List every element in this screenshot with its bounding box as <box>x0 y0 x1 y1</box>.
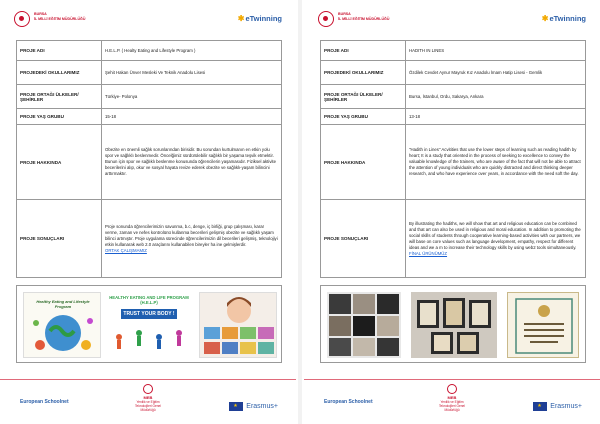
row-key: PROJE ADI <box>17 41 102 61</box>
final-urunumuz-link[interactable]: FİNAL ÜRÜNÜMÜZ <box>409 250 448 256</box>
row-value: 15-18 <box>102 109 282 125</box>
calligraphy-collage-image <box>327 292 401 358</box>
footer-divider <box>304 379 600 380</box>
footer-divider <box>0 379 296 380</box>
meb-logo-icon <box>14 11 30 27</box>
footer-meb-label: MEB <box>143 395 153 400</box>
sport-icons <box>109 319 189 355</box>
erasmus-logo <box>229 402 278 411</box>
row-value: HADITH IN LINES <box>406 41 586 61</box>
table-row <box>321 200 586 278</box>
etwinning-star-icon: ✱ <box>237 14 245 23</box>
table-row <box>17 61 282 85</box>
row-value: 13-18 <box>406 109 586 125</box>
etwinning-label: eTwinning <box>549 14 586 23</box>
project-table <box>320 40 586 278</box>
table-row <box>17 41 282 61</box>
trust-your-body-image <box>109 292 189 358</box>
calligraphy-grid-icon <box>327 292 401 358</box>
table-row <box>321 109 586 125</box>
student-collage-image <box>199 292 277 358</box>
table-row <box>17 85 282 109</box>
hadith-card-icon <box>508 293 580 359</box>
page-header <box>0 0 296 36</box>
footer-meb-sub: Yenilik ve Eğitim Teknolojileri Genel Müdürlüğü <box>134 400 162 412</box>
left-page <box>0 0 296 424</box>
european-schoolnet-logo <box>20 400 69 406</box>
project-table <box>16 40 282 278</box>
etwinning-star-icon: ✱ <box>541 14 549 23</box>
framed-calligraphy-image <box>411 292 497 358</box>
frames-icon <box>411 292 497 358</box>
row-key: PROJE SONUÇLARI <box>17 200 102 278</box>
ortak-calismamiz-link[interactable]: ORTAK ÇALIŞMAMIZ <box>105 247 147 253</box>
table-row <box>17 200 282 278</box>
footer-meb-sub: Yenilik ve Eğitim Teknolojileri Genel Müdürlüğü <box>438 400 466 412</box>
row-key: PROJE ADI <box>321 41 406 61</box>
footer-meb-logo <box>128 384 168 412</box>
row-key: PROJEDEKİ OKULLARIMIZ <box>17 61 102 85</box>
row-value: Türkiye- Polonya <box>102 85 282 109</box>
row-value: Şehit Hakan Ünver Mesleki Ve Teknik Anadolu Lisesi <box>102 61 282 85</box>
etwinning-label: eTwinning <box>245 14 282 23</box>
row-key: PROJE SONUÇLARI <box>321 200 406 278</box>
digital-hadith-card-image <box>507 292 579 358</box>
table-row <box>321 61 586 85</box>
table-row <box>17 109 282 125</box>
help-poster-caption: Healthy Eating and Lifestyle Program <box>36 299 90 309</box>
row-value: H.E.L.P. ( Healty Eating and Lifestyle Program ) <box>102 41 282 61</box>
erasmus-label: Erasmus+ <box>246 403 278 410</box>
row-key: PROJE YAŞ GRUBU <box>17 109 102 125</box>
footer-meb-label: MEB <box>447 395 457 400</box>
image-gallery <box>16 285 282 363</box>
trust-your-body-banner: TRUST YOUR BODY ! <box>121 309 177 319</box>
collage-art-icon <box>200 293 278 359</box>
meb-logo-text: BURSA İL MİLLİ EĞİTİM MÜDÜRLÜĞÜ <box>34 12 86 21</box>
table-row <box>321 85 586 109</box>
image-gallery <box>320 285 586 363</box>
row-key: PROJE YAŞ GRUBU <box>321 109 406 125</box>
esn-label: European Schoolnet <box>324 399 373 405</box>
page-gutter <box>298 0 302 424</box>
meb-emblem-icon <box>143 384 153 394</box>
page-header <box>304 0 600 36</box>
footer-meb-logo <box>432 384 472 412</box>
row-key: PROJE ORTAĞI ÜLKELER/ŞEHİRLER <box>17 85 102 109</box>
row-value: By illustrating the hadiths, we will show that art and religious education can be combined and that art can also be used in religious and moral education. In addition to promoting the social skills of students through cooperative learning-based activities with our partners, we will base on core values such as language development, empathy, respect for different ideas and we a m to increase their technology skills by using web2 tools simultaneously. <box>409 220 581 250</box>
row-value: Bursa, İstanbul, Ordu, Sakarya, Ankara <box>406 85 586 109</box>
row-value: Özdilek Cevdet Aynur Mayruk Kız Anadolu İmam Hatip Lisesi - Gemlik <box>406 61 586 85</box>
row-key: PROJE HAKKINDA <box>17 125 102 200</box>
esn-label: European Schoolnet <box>20 399 69 405</box>
meb-logo-text: BURSA İL MİLLİ EĞİTİM MÜDÜRLÜĞÜ <box>338 12 390 21</box>
meb-emblem-icon <box>447 384 457 394</box>
row-key: PROJE ORTAĞI ÜLKELER/ŞEHİRLER <box>321 85 406 109</box>
row-value: Obezite en önemli sağlık sorunlarından birisidir. Bu sorundan kurtulmanın en etkin yolu spor ve sağlıklı beslenmedir. Öncelğimiz sürdürülebilir sağlıklı bir yaşama teşvik etmektir. Bunun için spor ve sağlıklı beslenme konusunda öğrencilerin yaşamasıdır. Fiziksel aktivite becerilerini alıp, okur ve sosyal hayata revize ederek obezite ve sağlıklı-yaşam bilincini arttırmaktır. <box>102 125 282 200</box>
row-key: PROJE HAKKINDA <box>321 125 406 200</box>
erasmus-label: Erasmus+ <box>550 403 582 410</box>
table-row <box>17 125 282 200</box>
row-key: PROJEDEKİ OKULLARIMIZ <box>321 61 406 85</box>
row-value: Proje sonunda öğrencilerimizin savunma, b.c, denge, iç birliği, grup çalışması, karar verme, zaman ve nefes kontrolünü kullanma becerileri gelişmiş obezite ve sağlıklı yaşam bilinci artmıştır. Proje uygulama sürecinde öğrencilerimizin dil becerileri gelişmiş, teknolojiyi etkin kullanarak web 2.0 araçlarını kullanabilen bireyler ha ine gelmişlerdir. <box>105 223 278 247</box>
row-value: "Hadith in Lines" Acvitities that use the lower steps of learning such as reading hadith by heart; It is a study that oriented in the process of seeking to excellence to convey the valuable knowledge of the trainers, who are aware of the fact that will not be able to attract the attention of young individuals who are quickly distracted and direct thinking deeper research, and who have experience over years, in accordance with the need soft the day. <box>406 125 586 200</box>
help-poster-image <box>23 292 101 358</box>
eu-flag-icon <box>533 402 547 411</box>
european-schoolnet-logo <box>324 400 373 406</box>
erasmus-logo <box>533 402 582 411</box>
etwinning-logo <box>238 14 282 23</box>
row-value-cell <box>406 200 586 278</box>
meb-logo-icon <box>318 11 334 27</box>
help-program-title: HEALTHY EATING AND LIFE PROGRAM (H.E.L.P) <box>109 295 189 305</box>
row-value-cell <box>102 200 282 278</box>
etwinning-logo <box>542 14 586 23</box>
table-row <box>321 41 586 61</box>
eu-flag-icon <box>229 402 243 411</box>
right-page <box>304 0 600 424</box>
table-row <box>321 125 586 200</box>
